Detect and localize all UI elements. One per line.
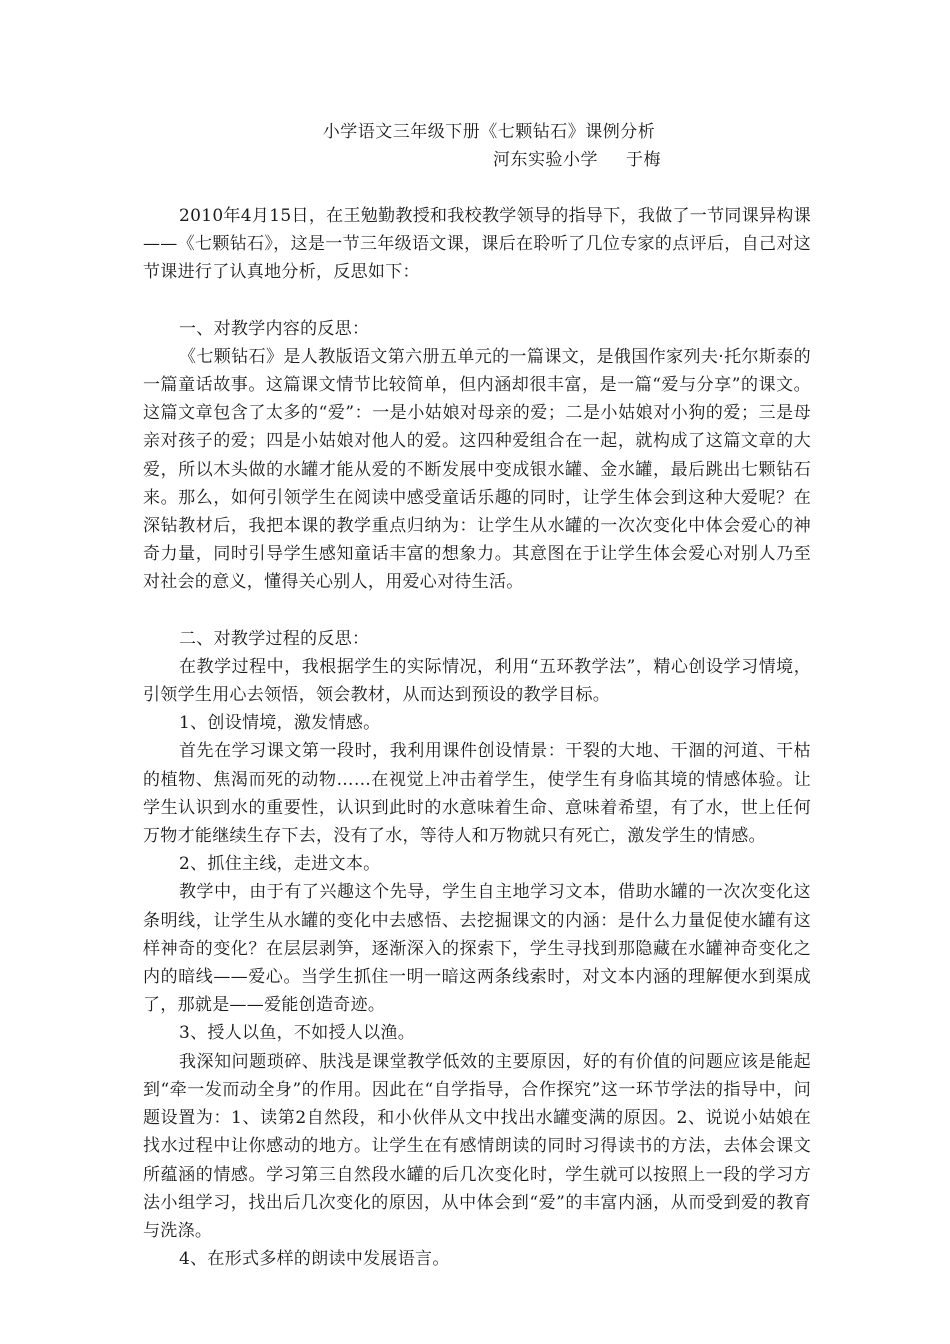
item2-paragraph: 教学中，由于有了兴趣这个先导，学生自主地学习文本，借助水罐的一次次变化这条明线，让学生从水罐的变化中去感悟、去挖掘课文的内涵：是什么力量促使水罐有这样神奇的变化？在层层剥笋，逐渐深入的探索下，学生寻找到那隐藏在水罐神奇变化之内的暗线——爱心。当学生抓住一明一暗这两条线索时，对文本内涵的理解便水到渠成了，那就是——爱能创造奇迹。 xyxy=(143,882,811,1016)
author-name: 于梅 xyxy=(626,150,661,170)
school-name: 河东实验小学 xyxy=(493,150,598,170)
section2-heading: 二、对教学过程的反思： xyxy=(179,628,370,649)
item1-heading: 1、创设情境，激发情感。 xyxy=(179,713,381,734)
item4-heading: 4、在形式多样的朗读中发展语言。 xyxy=(179,1249,450,1270)
item3-heading: 3、授人以鱼，不如授人以渔。 xyxy=(179,1023,416,1044)
item3-paragraph: 我深知问题琐碎、肤浅是课堂教学低效的主要原因，好的有价值的问题应该是能起到“牵一发而动全身”的作用。因此在“自学指导，合作探究”这一环节学法的指导中，问题设置为：1、读第2自然段，和小伙伴从文中找出水罐变满的原因。2、说说小姑娘在找水过程中让你感动的地方。让学生在有感情朗读的同时习得读书的方法，去体会课文所蕴涵的情感。学习第三自然段水罐的后几次变化时，学生就可以按照上一段的学习方法小组学习，找出后几次变化的原因，从中体会到“爱”的丰富内涵，从而受到爱的教育与洗涤。 xyxy=(143,1051,811,1241)
author-line xyxy=(143,146,811,174)
document-title: 小学语文三年级下册《七颗钻石》课例分析 xyxy=(322,122,656,142)
section1-heading: 一、对教学内容的反思： xyxy=(179,318,370,339)
document-page xyxy=(143,118,811,1273)
intro-paragraph: 2010年4月15日，在王勉勤教授和我校教学领导的指导下，我做了一节同课异构课——《七颗钻石》，这是一节三年级语文课，课后在聆听了几位专家的点评后，自己对这节课进行了认真地分析，反思如下： xyxy=(143,206,811,283)
section1-paragraph: 《七颗钻石》是人教版语文第六册五单元的一篇课文，是俄国作家列夫·托尔斯泰的一篇童话故事。这篇课文情节比较简单，但内涵却很丰富，是一篇“爱与分享”的课文。这篇文章包含了太多的“爱”：一是小姑娘对母亲的爱；二是小姑娘对小狗的爱；三是母亲对孩子的爱；四是小姑娘对他人的爱。这四种爱组合在一起，就构成了这篇文章的大爱，所以木头做的水罐才能从爱的不断发展中变成银水罐、金水罐，最后跳出七颗钻石来。那么，如何引领学生在阅读中感受童话乐趣的同时，让学生体会到这种大爱呢？在深钻教材后，我把本课的教学重点归纳为：让学生从水罐的一次次变化中体会爱心的神奇力量，同时引导学生感知童话丰富的想象力。其意图在于让学生体会爱心对别人乃至对社会的意义，懂得关心别人，用爱心对待生活。 xyxy=(143,346,811,593)
item2-heading: 2、抓住主线，走进文本。 xyxy=(179,854,381,875)
section2-paragraph: 在教学过程中，我根据学生的实际情况，利用“五环教学法”，精心创设学习情境，引领学生用心去领悟，领会教材，从而达到预设的教学目标。 xyxy=(143,656,811,706)
item1-paragraph: 首先在学习课文第一段时，我利用课件创设情景：干裂的大地、干涸的河道、干枯的植物、焦渴而死的动物……在视觉上冲击着学生，使学生有身临其境的情感体验。让学生认识到水的重要性，认识到此时的水意味着生命、意味着希望，有了水，世上任何万物才能继续生存下去，没有了水，等待人和万物就只有死亡，激发学生的情感。 xyxy=(143,741,811,847)
